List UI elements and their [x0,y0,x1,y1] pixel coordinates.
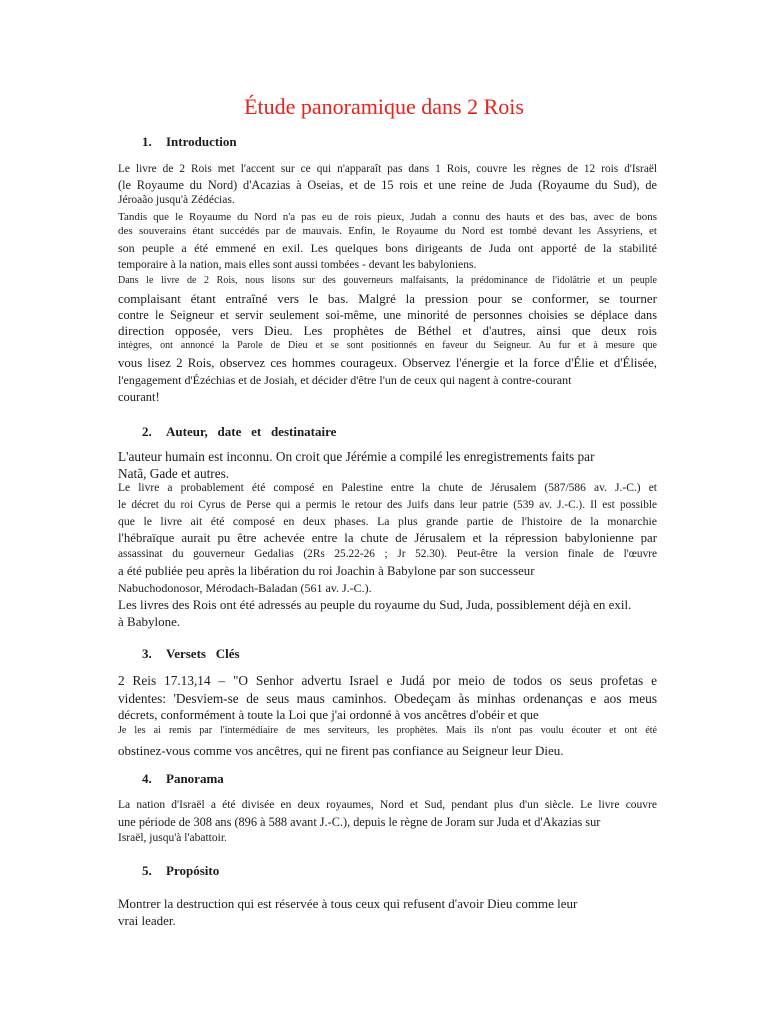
document-title: Étude panoramique dans 2 Rois [244,94,524,119]
paragraph-line: videntes: 'Desviem-se de seus maus caminhos. Obedeçam às minhas ordenanças e aos meus [118,691,657,706]
paragraph-line: complaisant étant entraîné vers le bas. Malgré la pression pour se conformer, se tourner [118,291,657,306]
paragraph-line: courant! [118,390,160,404]
paragraph-line: vous lisez 2 Rois, observez ces hommes courageux. Observez l'énergie et la force d'Élie et d'Élisée, [118,356,657,370]
paragraph-line: Je les ai remis par l'intermédiaire de mes serviteurs, les prophètes. Mais ils n'ont pas voulu écouter et ont été [118,725,657,736]
paragraph-line: La nation d'Israël a été divisée en deux royaumes, Nord et Sud, pendant plus d'un siècle. Le livre couvre [118,799,657,811]
section-heading-purpose [142,864,219,877]
paragraph-line: assassinat du gouverneur Gedalias (2Rs 25.22-26 ; Jr 52.30). Peut-être la version finale de l'œuvre [118,548,657,560]
paragraph-line: des souverains étant succédés par de mauvais. Enfin, le Royaume du Nord est tombé devant les Assyriens, et [118,225,657,237]
section-heading-introduction [142,135,237,148]
paragraph-line: Dans le livre de 2 Rois, nous lisons sur des gouverneurs malfaisants, la prédominance de l'idolâtrie et un peuple [118,275,657,286]
section-number: 3. [142,646,152,661]
paragraph-line: son peuple a été emmené en exil. Les quelques bons dirigeants de Juda ont apporté de la stabilité [118,241,657,255]
section-title: Introduction [166,134,237,149]
paragraph-line: Le livre de 2 Rois met l'accent sur ce qui n'apparaît pas dans 1 Rois, couvre les règnes de 12 rois d'Israël [118,163,657,175]
paragraph-line: Montrer la destruction qui est réservée à tous ceux qui refusent d'avoir Dieu comme leur [118,896,578,911]
paragraph-line: Jéroaão jusqu'à Zédécias. [118,194,235,206]
section-number: 4. [142,771,152,786]
paragraph-line: contre le Seigneur et servir seulement soi-même, une minorité de personnes choisies se déplace dans [118,308,657,322]
paragraph-line: l'engagement d'Ézéchias et de Josiah, et décider d'être l'un de ceux qui nagent à contre-courant [118,373,572,387]
paragraph-line: décrets, conformément à toute la Loi que j'ai ordonné à vos ancêtres d'obéir et que [118,708,539,722]
section-number: 5. [142,863,152,878]
paragraph-line: intègres, ont annoncé la Parole de Dieu et se sont positionnés en faveur du Seigneur. Au fur et à mesure que [118,340,657,351]
section-heading-key-verses [142,647,240,660]
paragraph-line: vrai leader. [118,913,176,928]
paragraph-line: Nabuchodonosor, Mérodach-Baladan (561 av. J.-C.). [118,581,372,595]
section-title: Panorama [166,771,224,786]
section-title: Propósito [166,863,220,878]
paragraph-line: L'auteur humain est inconnu. On croit que Jérémie a compilé les enregistrements faits par [118,449,595,464]
section-number: 1. [142,134,152,149]
paragraph-line: que le livre ait été composé en deux phases. La plus grande partie de l'histoire de la monarchie [118,514,657,528]
section-heading-panorama [142,772,224,785]
paragraph-line: a été publiée peu après la libération du roi Joachin à Babylone par son successeur [118,564,535,578]
paragraph-line: Natã, Gade et autres. [118,466,230,481]
paragraph-line: temporaire à la nation, mais elles sont aussi tombées - devant les babyloniens. [118,259,477,271]
section-title: Versets Clés [166,646,240,661]
paragraph-line: 2 Reis 17.13,14 – "O Senhor advertu Israel e Judá por meio de todos os seus profetas e [118,673,657,688]
paragraph-line: direction opposée, vers Dieu. Les prophètes de Béthel et d'autres, ainsi que deux rois [118,323,657,338]
section-title: Auteur, date et destinataire [166,424,337,439]
paragraph-line: l'hébraïque aurait pu être achevée entre la chute de Jérusalem et la répression babylonienne par [118,531,657,545]
paragraph-line: (le Royaume du Nord) d'Acazias à Oseias, et de 15 rois et une reine de Juda (Royaume du Sud), de [118,178,657,192]
paragraph-line: obstinez-vous comme vos ancêtres, qui ne firent pas confiance au Seigneur leur Dieu. [118,743,564,758]
paragraph-line: une période de 308 ans (896 à 588 avant J.-C.), depuis le règne de Joram sur Juda et d'Akazias sur [118,815,601,829]
paragraph-line: Les livres des Rois ont été adressés au peuple du royaume du Sud, Juda, possiblement déjà en exil. [118,597,632,612]
paragraph-line: Tandis que le Royaume du Nord n'a pas eu de rois pieux, Judah a connu des hauts et des bas, avec de bons [118,211,657,223]
paragraph-line: Israël, jusqu'à l'abattoir. [118,832,227,844]
paragraph-line: Le livre a probablement été composé en Palestine entre la chute de Jérusalem (587/586 av. J.-C.) et [118,482,657,494]
section-heading-author [142,425,336,438]
paragraph-line: à Babylone. [118,614,181,629]
section-number: 2. [142,424,152,439]
paragraph-line: le décret du roi Cyrus de Perse qui a permis le retour des Juifs dans leur patrie (539 av. J.-C.). Il est possible [118,499,657,511]
